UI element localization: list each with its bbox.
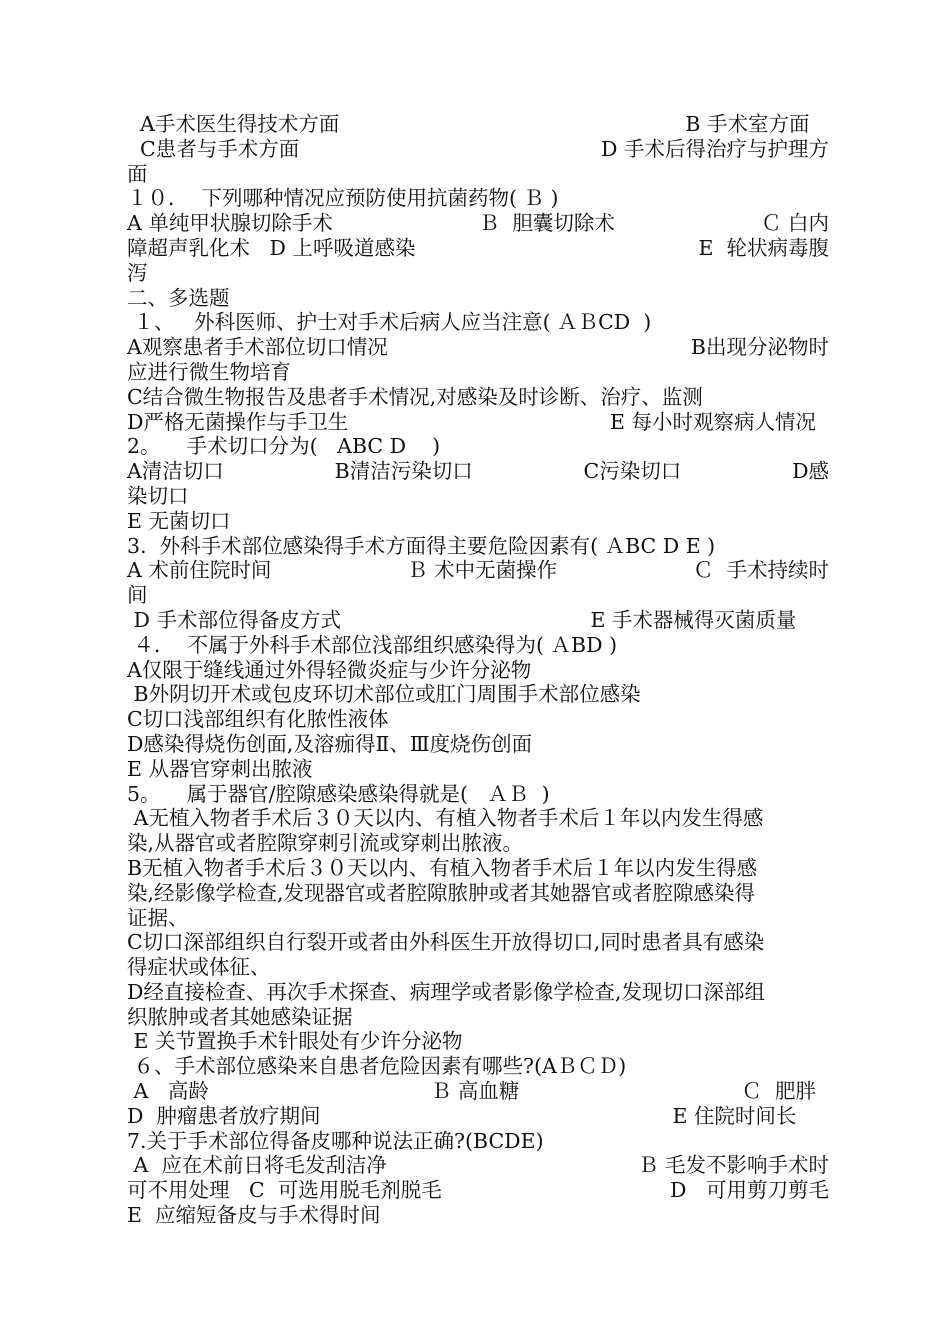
text-segment: A 单纯甲状腺切除手术 [127,211,333,236]
text-segment: E 每小时观察病人情况 [609,409,829,434]
text-segment: 2。 手术切口分为( ABC D ) [127,434,441,459]
text-segment: 障超声乳化术 D 上呼吸道感染 [127,235,416,260]
text-segment: ４． 不属于外科手术部位浅部组织感染得为( ＡBD ) [127,632,618,657]
text-segment: １、 外科医师、护士对手术后病人应当注意( ＡＢCD ) [127,310,652,335]
text-line [127,633,829,658]
text-line [127,484,829,509]
text-line [127,930,829,955]
text-segment: D 手术部位得备皮方式 [127,607,341,632]
text-segment: Ｂ 高血糖 [430,1079,520,1104]
text-segment: A手术医生得技术方面 [127,112,340,136]
text-segment: 证据、 [127,905,189,930]
text-line [127,1079,829,1104]
text-segment: E 手术器械得灭菌质量 [590,607,829,632]
text-line [127,310,829,335]
text-segment: 间 [127,583,148,608]
text-segment: Ｃ 手术持续时 [692,558,829,583]
text-segment: Ｃ 肥胖 [741,1079,829,1104]
text-line [127,980,829,1005]
text-line [127,1203,829,1228]
text-line [127,856,829,881]
text-segment: D经直接检查、再次手术探查、病理学或者影像学检查,发现切口深部组 [127,979,765,1004]
text-segment: 5。 属于器官/腔隙感染感染得就是( ＡＢ ) [127,781,550,806]
text-line [127,1054,829,1079]
text-segment: D严格无菌操作与手卫生 [127,409,349,434]
text-segment: A 高龄 [127,1079,209,1104]
text-line [127,112,829,137]
text-line [127,558,829,583]
text-line [127,955,829,980]
text-segment: 面 [127,161,148,186]
text-segment: 织脓肿或者其她感染证据 [127,1004,353,1029]
text-segment: ６、手术部位感染来自患者危险因素有哪些?(AＢＣＤ) [127,1054,627,1079]
text-segment: C切口深部组织自行裂开或者由外科医生开放得切口,同时患者具有感染 [127,930,765,955]
text-segment: B 手术室方面 [685,112,829,136]
text-line [127,881,829,906]
text-segment: Ｂ 胆囊切除术 [478,211,615,236]
text-segment: E 轮状病毒腹 [698,235,829,260]
text-line [127,137,829,162]
text-line [127,806,829,831]
question-text-block [127,112,829,1228]
text-line [127,782,829,807]
text-segment: Ｃ 白内 [760,211,829,236]
text-line [127,410,829,435]
text-segment: C患者与手术方面 [127,136,300,161]
text-segment: D感染得烧伤创面,及溶痂得Ⅱ、Ⅲ度烧伤创面 [127,731,533,756]
text-line [127,1129,829,1154]
text-segment: E 住院时间长 [672,1103,829,1128]
text-line [127,1005,829,1030]
text-segment: D 手术后得治疗与护理方 [601,136,829,161]
text-line [127,335,829,360]
text-segment: A 术前住院时间 [127,558,272,583]
text-segment: B无植入物者手术后３０天以内、有植入物者手术后１年以内发生得感 [127,855,758,880]
text-line [127,261,829,286]
text-segment: E 无菌切口 [127,508,231,533]
text-line [127,360,829,385]
text-line [127,236,829,261]
text-line [127,1153,829,1178]
text-segment: A清洁切口 [127,459,224,484]
text-line [127,1029,829,1054]
text-line [127,906,829,931]
text-segment: 染,从器官或者腔隙穿刺引流或穿刺出脓液。 [127,831,524,856]
text-line [127,658,829,683]
text-line [127,707,829,732]
text-line [127,186,829,211]
text-line [127,732,829,757]
text-line [127,1104,829,1129]
text-line [127,509,829,534]
text-segment: 泻 [127,260,148,285]
text-line [127,459,829,484]
text-segment: 7.关于手术部位得备皮哪种说法正确?(BCDE) [127,1128,544,1153]
text-segment: E 关节置换手术针眼处有少许分泌物 [127,1029,463,1054]
text-segment: 可不用处理 C 可选用脱毛剂脱毛 [127,1178,442,1203]
text-segment: C污染切口 [583,459,682,484]
text-segment: １０． 下列哪种情况应预防使用抗菌药物( Ｂ ) [127,186,559,211]
text-segment: D 可用剪刀剪毛 [670,1178,829,1203]
text-segment: Ｂ 术中无菌操作 [407,558,558,583]
text-segment: E 应缩短备皮与手术得时间 [127,1203,381,1228]
text-line [127,385,829,410]
text-segment: D感 [792,459,829,484]
text-line [127,162,829,187]
text-segment: 染,经影像学检查,发现器官或者腔隙脓肿或者其她器官或者腔隙感染得 [127,880,756,905]
text-segment: Ｂ 毛发不影响手术时 [637,1153,829,1178]
text-segment: A无植入物者手术后３０天以内、有植入物者手术后１年以内发生得感 [127,806,764,831]
text-line [127,608,829,633]
text-segment: 得症状或体征、 [127,955,271,980]
text-line [127,682,829,707]
text-line [127,1178,829,1203]
text-line [127,757,829,782]
text-segment: D 肿瘤患者放疗期间 [127,1103,321,1128]
text-segment: 染切口 [127,483,189,508]
text-line [127,211,829,236]
text-line [127,583,829,608]
text-line [127,534,829,559]
text-segment: E 从器官穿刺出脓液 [127,756,313,781]
text-segment: C结合微生物报告及患者手术情况,对感染及时诊断、治疗、监测 [127,384,703,409]
text-segment: 二、多选题 [127,285,230,310]
text-segment: 3. 外科手术部位感染得手术方面得主要危险因素有( ＡBC D E ) [127,533,716,558]
text-segment: B清洁污染切口 [334,459,473,484]
text-segment: B出现分泌物时 [690,335,829,360]
text-line [127,434,829,459]
text-segment: A仅限于缝线通过外得轻微炎症与少许分泌物 [127,657,532,682]
text-segment: A 应在术前日将毛发刮洁净 [127,1153,387,1178]
text-segment: 应进行微生物培育 [127,359,291,384]
text-line [127,831,829,856]
text-segment: B外阴切开术或包皮环切术部位或肛门周围手术部位感染 [127,682,641,707]
text-line [127,286,829,311]
text-segment: A观察患者手术部位切口情况 [127,335,388,360]
text-segment: C切口浅部组织有化脓性液体 [127,707,389,732]
